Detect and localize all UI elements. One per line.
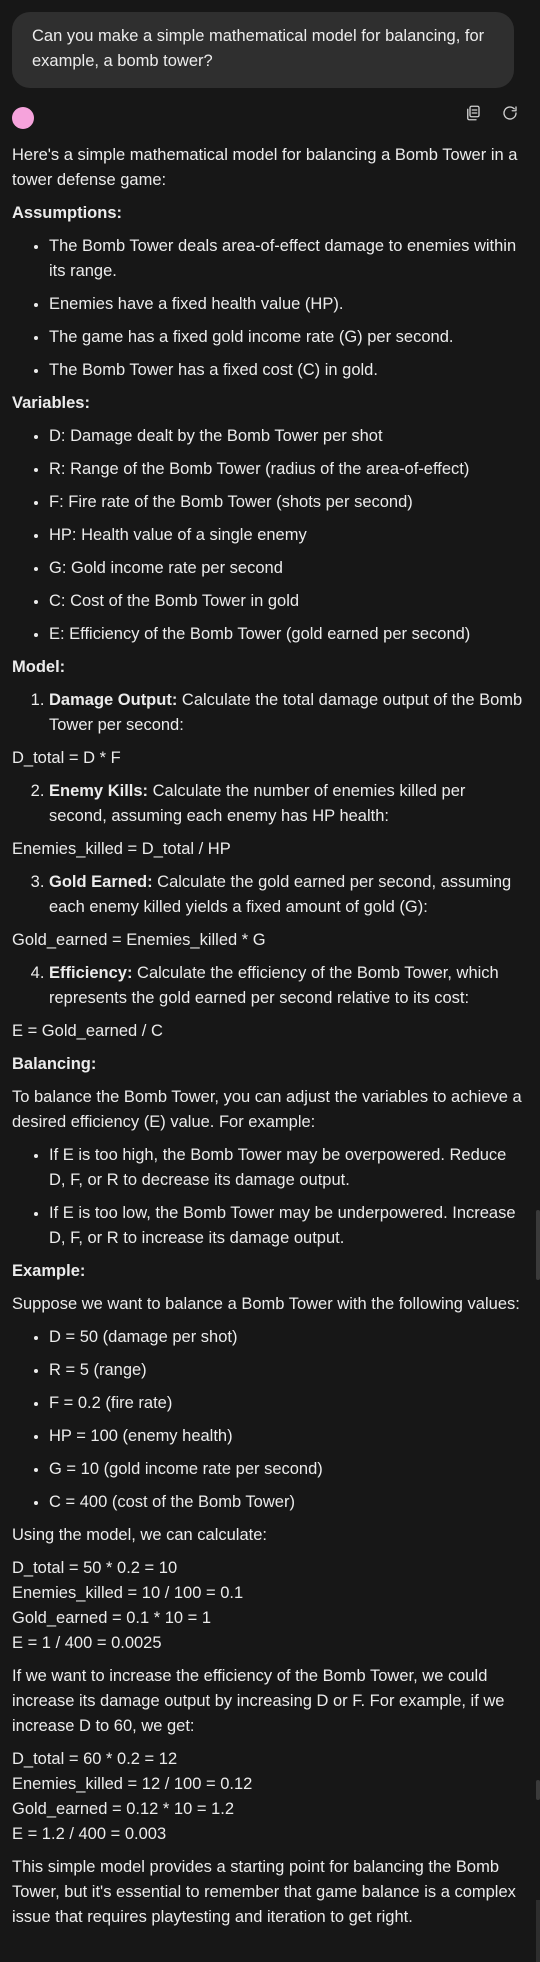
assumptions-heading: Assumptions: xyxy=(12,204,123,222)
scrollbar-track-end xyxy=(536,1900,540,1962)
regenerate-icon xyxy=(501,104,519,122)
list-item: • If E is too low, the Bomb Tower may be underpowered. Increase D, F, or R to increase its damage output. xyxy=(49,1201,524,1251)
list-item: • Enemies have a fixed health value (HP). xyxy=(49,292,524,317)
example-heading: Example: xyxy=(12,1262,86,1280)
user-message-text: Can you make a simple mathematical model for balancing, for example, a bomb tower? xyxy=(32,27,485,70)
step-text: Calculate the efficiency of the Bomb Tower, which represents the gold earned per second relative to its cost: xyxy=(49,964,499,1007)
model-step-1 xyxy=(12,688,524,738)
assistant-avatar xyxy=(12,107,34,129)
balancing-heading: Balancing: xyxy=(12,1055,97,1073)
variables-heading: Variables: xyxy=(12,394,90,412)
step-title: Gold Earned: xyxy=(49,873,153,891)
calc-line: D_total = 50 * 0.2 = 10 xyxy=(12,1559,178,1577)
variables-list xyxy=(12,424,524,647)
step-title: Enemy Kills: xyxy=(49,782,149,800)
calc-line: Enemies_killed = 12 / 100 = 0.12 xyxy=(12,1775,253,1793)
response-intro: Here's a simple mathematical model for balancing a Bomb Tower in a tower defense game: xyxy=(12,146,518,189)
model-heading: Model: xyxy=(12,658,66,676)
calc-line: Enemies_killed = 10 / 100 = 0.1 xyxy=(12,1584,244,1602)
calc-line: Gold_earned = 0.12 * 10 = 1.2 xyxy=(12,1800,235,1818)
list-item: • F = 0.2 (fire rate) xyxy=(49,1391,524,1416)
list-item: • C: Cost of the Bomb Tower in gold xyxy=(49,589,524,614)
formula: D_total = D * F xyxy=(12,749,121,767)
assistant-response xyxy=(12,143,524,1938)
user-message-bubble xyxy=(12,12,514,88)
model-step-2 xyxy=(12,779,524,829)
list-item xyxy=(49,779,524,829)
balancing-list xyxy=(12,1143,524,1251)
scrollbar-thumb[interactable] xyxy=(536,1210,540,1280)
list-item xyxy=(49,688,524,738)
model-step-3 xyxy=(12,870,524,920)
list-item: • C = 400 (cost of the Bomb Tower) xyxy=(49,1490,524,1515)
example-values-list xyxy=(12,1325,524,1515)
list-item: • D = 50 (damage per shot) xyxy=(49,1325,524,1350)
copy-button[interactable] xyxy=(462,102,484,124)
list-item: • F: Fire rate of the Bomb Tower (shots per second) xyxy=(49,490,524,515)
step-text: Calculate the total damage output of the Bomb Tower per second: xyxy=(49,691,523,734)
calculation-block-2 xyxy=(12,1747,524,1847)
assumptions-list xyxy=(12,234,524,383)
formula: E = Gold_earned / C xyxy=(12,1022,163,1040)
calc-line: Gold_earned = 0.1 * 10 = 1 xyxy=(12,1609,212,1627)
formula: Gold_earned = Enemies_killed * G xyxy=(12,931,266,949)
calc-line: D_total = 60 * 0.2 = 12 xyxy=(12,1750,178,1768)
list-item: • HP = 100 (enemy health) xyxy=(49,1424,524,1449)
step-title: Efficiency: xyxy=(49,964,133,982)
list-item: • R: Range of the Bomb Tower (radius of the area-of-effect) xyxy=(49,457,524,482)
list-item xyxy=(49,870,524,920)
conclusion: This simple model provides a starting point for balancing the Bomb Tower, but it's essential to remember that game balance is a complex issue that requires playtesting and iteration to get right. xyxy=(12,1858,516,1926)
calc-line: E = 1 / 400 = 0.0025 xyxy=(12,1634,162,1652)
list-item: • HP: Health value of a single enemy xyxy=(49,523,524,548)
regenerate-button[interactable] xyxy=(499,102,521,124)
list-item: • G: Gold income rate per second xyxy=(49,556,524,581)
step-text: Calculate the gold earned per second, assuming each enemy killed yields a fixed amount of gold (G): xyxy=(49,873,512,916)
list-item xyxy=(49,961,524,1011)
calc-intro: Using the model, we can calculate: xyxy=(12,1526,267,1544)
list-item: • The Bomb Tower has a fixed cost (C) in gold. xyxy=(49,358,524,383)
list-item: • If E is too high, the Bomb Tower may be overpowered. Reduce D, F, or R to decrease its damage output. xyxy=(49,1143,524,1193)
scrollbar-marker xyxy=(536,1780,540,1800)
step-text: Calculate the number of enemies killed per second, assuming each enemy has HP health: xyxy=(49,782,466,825)
increase-intro: If we want to increase the efficiency of the Bomb Tower, we could increase its damage output by increasing D or F. For example, if we increase D to 60, we get: xyxy=(12,1667,505,1735)
list-item: • E: Efficiency of the Bomb Tower (gold earned per second) xyxy=(49,622,524,647)
list-item: • The Bomb Tower deals area-of-effect damage to enemies within its range. xyxy=(49,234,524,284)
balancing-intro: To balance the Bomb Tower, you can adjust the variables to achieve a desired efficiency (E) value. For example: xyxy=(12,1088,522,1131)
list-item: • G = 10 (gold income rate per second) xyxy=(49,1457,524,1482)
formula: Enemies_killed = D_total / HP xyxy=(12,840,231,858)
copy-icon xyxy=(464,104,482,122)
list-item: • D: Damage dealt by the Bomb Tower per shot xyxy=(49,424,524,449)
example-intro: Suppose we want to balance a Bomb Tower with the following values: xyxy=(12,1295,520,1313)
calculation-block xyxy=(12,1556,524,1656)
list-item: • The game has a fixed gold income rate (G) per second. xyxy=(49,325,524,350)
step-title: Damage Output: xyxy=(49,691,178,709)
calc-line: E = 1.2 / 400 = 0.003 xyxy=(12,1825,167,1843)
model-step-4 xyxy=(12,961,524,1011)
list-item: • R = 5 (range) xyxy=(49,1358,524,1383)
